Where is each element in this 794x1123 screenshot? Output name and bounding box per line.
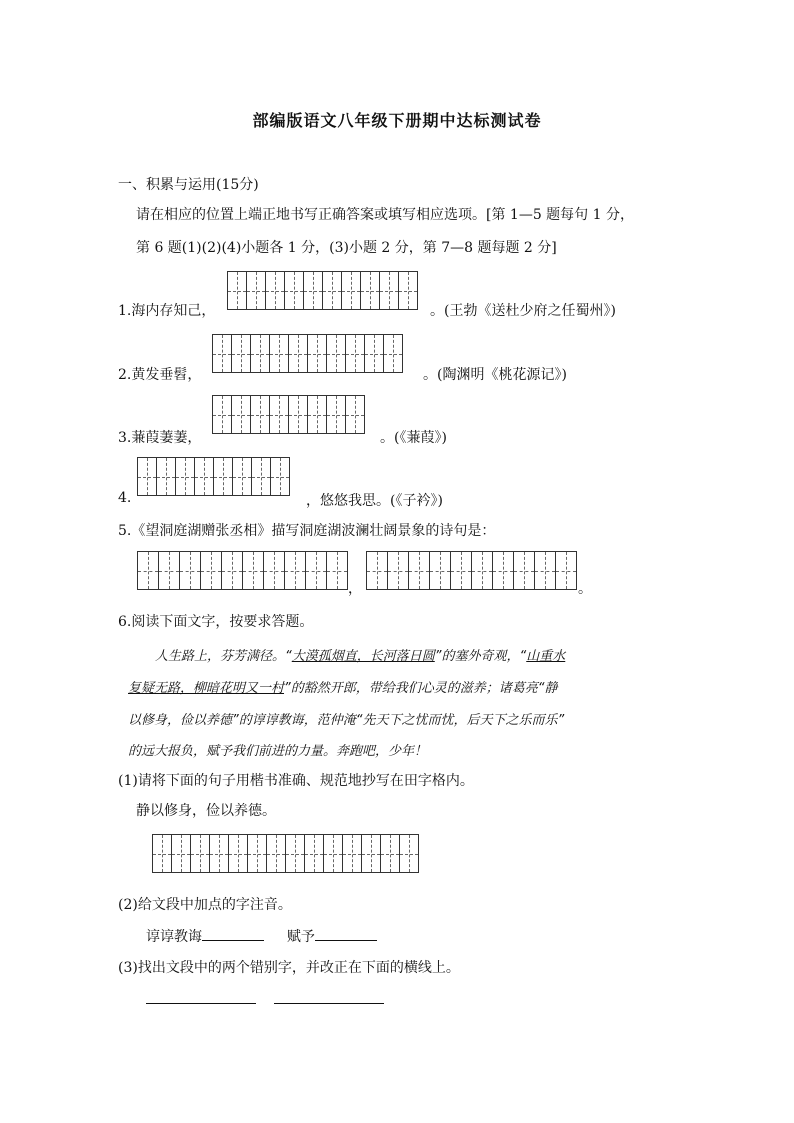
grid-cell[interactable] xyxy=(270,334,289,373)
passage-line-3: 以修身，俭以养德”的谆谆教诲，范仲淹“先天下之忧而忧，后天下之乐而乐” xyxy=(128,713,565,728)
grid-cell[interactable] xyxy=(365,334,384,373)
passage-quote-underlined: 山重水 xyxy=(526,649,566,664)
grid-cell[interactable] xyxy=(556,551,577,590)
grid-cell[interactable] xyxy=(362,834,381,873)
grid-cell[interactable] xyxy=(157,457,176,496)
grid-cell[interactable] xyxy=(289,395,308,434)
grid-cell[interactable] xyxy=(266,271,285,310)
question-2-prefix: 2.黄发垂髫， xyxy=(118,367,202,383)
question-5-grid-b[interactable] xyxy=(366,551,577,590)
subquestion-2-answers xyxy=(146,926,377,946)
grid-cell[interactable] xyxy=(346,395,365,434)
grid-cell[interactable] xyxy=(232,395,251,434)
grid-cell[interactable] xyxy=(247,271,266,310)
grid-cell[interactable] xyxy=(305,834,324,873)
question-3-suffix: 。(《蒹葭》) xyxy=(380,430,447,446)
grid-cell[interactable] xyxy=(248,834,267,873)
grid-cell[interactable] xyxy=(210,834,229,873)
passage-line-2 xyxy=(128,677,558,696)
grid-cell[interactable] xyxy=(304,271,323,310)
grid-cell[interactable] xyxy=(153,834,172,873)
question-4-suffix: ，悠悠我思。(《子衿》) xyxy=(306,493,443,509)
instruction-line-2: 第 6 题(1)(2)(4)小题各 1 分，(3)小题 2 分，第 7—8 题每题 2 分] xyxy=(136,240,557,256)
grid-cell[interactable] xyxy=(172,834,191,873)
question-5-comma: ， xyxy=(348,581,362,597)
question-1-grid[interactable] xyxy=(227,271,418,310)
grid-cell[interactable] xyxy=(289,334,308,373)
question-1-suffix: 。(王勃《送杜少府之任蜀州》) xyxy=(430,303,616,319)
grid-cell[interactable] xyxy=(251,395,270,434)
passage-line-1 xyxy=(155,645,565,664)
grid-cell[interactable] xyxy=(285,271,304,310)
grid-cell[interactable] xyxy=(214,457,233,496)
answer-line-1[interactable] xyxy=(146,1003,256,1004)
question-2-grid[interactable] xyxy=(212,334,403,373)
grid-cell[interactable] xyxy=(493,551,514,590)
grid-cell[interactable] xyxy=(138,551,159,590)
passage-quote-underlined: 复疑无路，柳暗花明又一村 xyxy=(128,681,285,696)
grid-cell[interactable] xyxy=(271,457,290,496)
grid-cell[interactable] xyxy=(400,834,419,873)
subquestion-1-grid[interactable] xyxy=(152,834,419,873)
subquestion-2-item-1: 谆谆教诲 xyxy=(146,929,202,945)
grid-cell[interactable] xyxy=(229,834,248,873)
grid-cell[interactable] xyxy=(346,334,365,373)
grid-cell[interactable] xyxy=(472,551,493,590)
question-3-prefix: 3.蒹葭萋萋， xyxy=(118,430,202,446)
grid-cell[interactable] xyxy=(367,551,388,590)
grid-cell[interactable] xyxy=(251,334,270,373)
question-1-prefix: 1.海内存知己， xyxy=(118,303,216,319)
grid-cell[interactable] xyxy=(430,551,451,590)
grid-cell[interactable] xyxy=(380,271,399,310)
grid-cell[interactable] xyxy=(222,551,243,590)
grid-cell[interactable] xyxy=(264,551,285,590)
grid-cell[interactable] xyxy=(327,334,346,373)
answer-blank[interactable] xyxy=(315,926,377,941)
grid-cell[interactable] xyxy=(243,551,264,590)
subquestion-3: (3)找出文段中的两个错别字，并改正在下面的横线上。 xyxy=(118,960,460,976)
question-5-text: 5.《望洞庭湖赠张丞相》描写洞庭湖波澜壮阔景象的诗句是： xyxy=(118,523,496,539)
grid-cell[interactable] xyxy=(409,551,430,590)
grid-cell[interactable] xyxy=(228,271,247,310)
grid-cell[interactable] xyxy=(213,334,232,373)
grid-cell[interactable] xyxy=(342,271,361,310)
grid-cell[interactable] xyxy=(327,395,346,434)
grid-cell[interactable] xyxy=(213,395,232,434)
subquestion-1: (1)请将下面的句子用楷书准确、规范地抄写在田字格内。 xyxy=(118,773,474,789)
grid-cell[interactable] xyxy=(233,457,252,496)
grid-cell[interactable] xyxy=(381,834,400,873)
grid-cell[interactable] xyxy=(252,457,271,496)
page-title: 部编版语文八年级下册期中达标测试卷 xyxy=(252,111,542,130)
grid-cell[interactable] xyxy=(267,834,286,873)
grid-cell[interactable] xyxy=(286,834,305,873)
subquestion-2: (2)给文段中加点的字注音。 xyxy=(118,897,292,913)
grid-cell[interactable] xyxy=(201,551,222,590)
question-4-prefix: 4. xyxy=(118,490,132,506)
grid-cell[interactable] xyxy=(232,334,251,373)
section-heading: 一、积累与运用(15分) xyxy=(118,177,259,193)
question-4-grid[interactable] xyxy=(137,457,290,496)
grid-cell[interactable] xyxy=(327,551,348,590)
grid-cell[interactable] xyxy=(180,551,201,590)
grid-cell[interactable] xyxy=(399,271,418,310)
grid-cell[interactable] xyxy=(270,395,289,434)
grid-cell[interactable] xyxy=(308,334,327,373)
instruction-line-1: 请在相应的位置上端正地书写正确答案或填写相应选项。[第 1—5 题每句 1 分， xyxy=(136,207,634,223)
grid-cell[interactable] xyxy=(285,551,306,590)
question-3-grid[interactable] xyxy=(212,395,365,434)
question-6-intro: 6.阅读下面文字，按要求答题。 xyxy=(118,614,314,630)
grid-cell[interactable] xyxy=(306,551,327,590)
subquestion-2-item-2: 赋予 xyxy=(286,929,315,945)
grid-cell[interactable] xyxy=(159,551,180,590)
grid-cell[interactable] xyxy=(308,395,327,434)
question-5-grid-a[interactable] xyxy=(137,551,348,590)
grid-cell[interactable] xyxy=(138,457,157,496)
question-5-period: 。 xyxy=(578,581,592,597)
subquestion-1-sentence: 静以修身，俭以养德。 xyxy=(136,803,276,819)
answer-line-2[interactable] xyxy=(274,1003,384,1004)
grid-cell[interactable] xyxy=(176,457,195,496)
grid-cell[interactable] xyxy=(535,551,556,590)
grid-cell[interactable] xyxy=(323,271,342,310)
grid-cell[interactable] xyxy=(451,551,472,590)
grid-cell[interactable] xyxy=(191,834,210,873)
grid-cell[interactable] xyxy=(384,334,403,373)
passage-text: 人生路上，芬芳满径。“ xyxy=(155,649,292,664)
grid-cell[interactable] xyxy=(361,271,380,310)
passage-quote-underlined: 大漠孤烟直，长河落日圆 xyxy=(291,649,435,664)
passage-text: ”的豁然开郎，带给我们心灵的滋养；诸葛亮“静 xyxy=(284,681,558,696)
grid-cell[interactable] xyxy=(388,551,409,590)
answer-blank[interactable] xyxy=(202,926,264,941)
passage-line-4: 的远大报负，赋予我们前进的力量。奔跑吧，少年！ xyxy=(128,744,428,759)
passage-text: ”的塞外奇观，“ xyxy=(434,649,527,664)
question-2-suffix: 。(陶渊明《桃花源记》) xyxy=(423,367,567,383)
grid-cell[interactable] xyxy=(324,834,343,873)
grid-cell[interactable] xyxy=(514,551,535,590)
grid-cell[interactable] xyxy=(343,834,362,873)
grid-cell[interactable] xyxy=(195,457,214,496)
